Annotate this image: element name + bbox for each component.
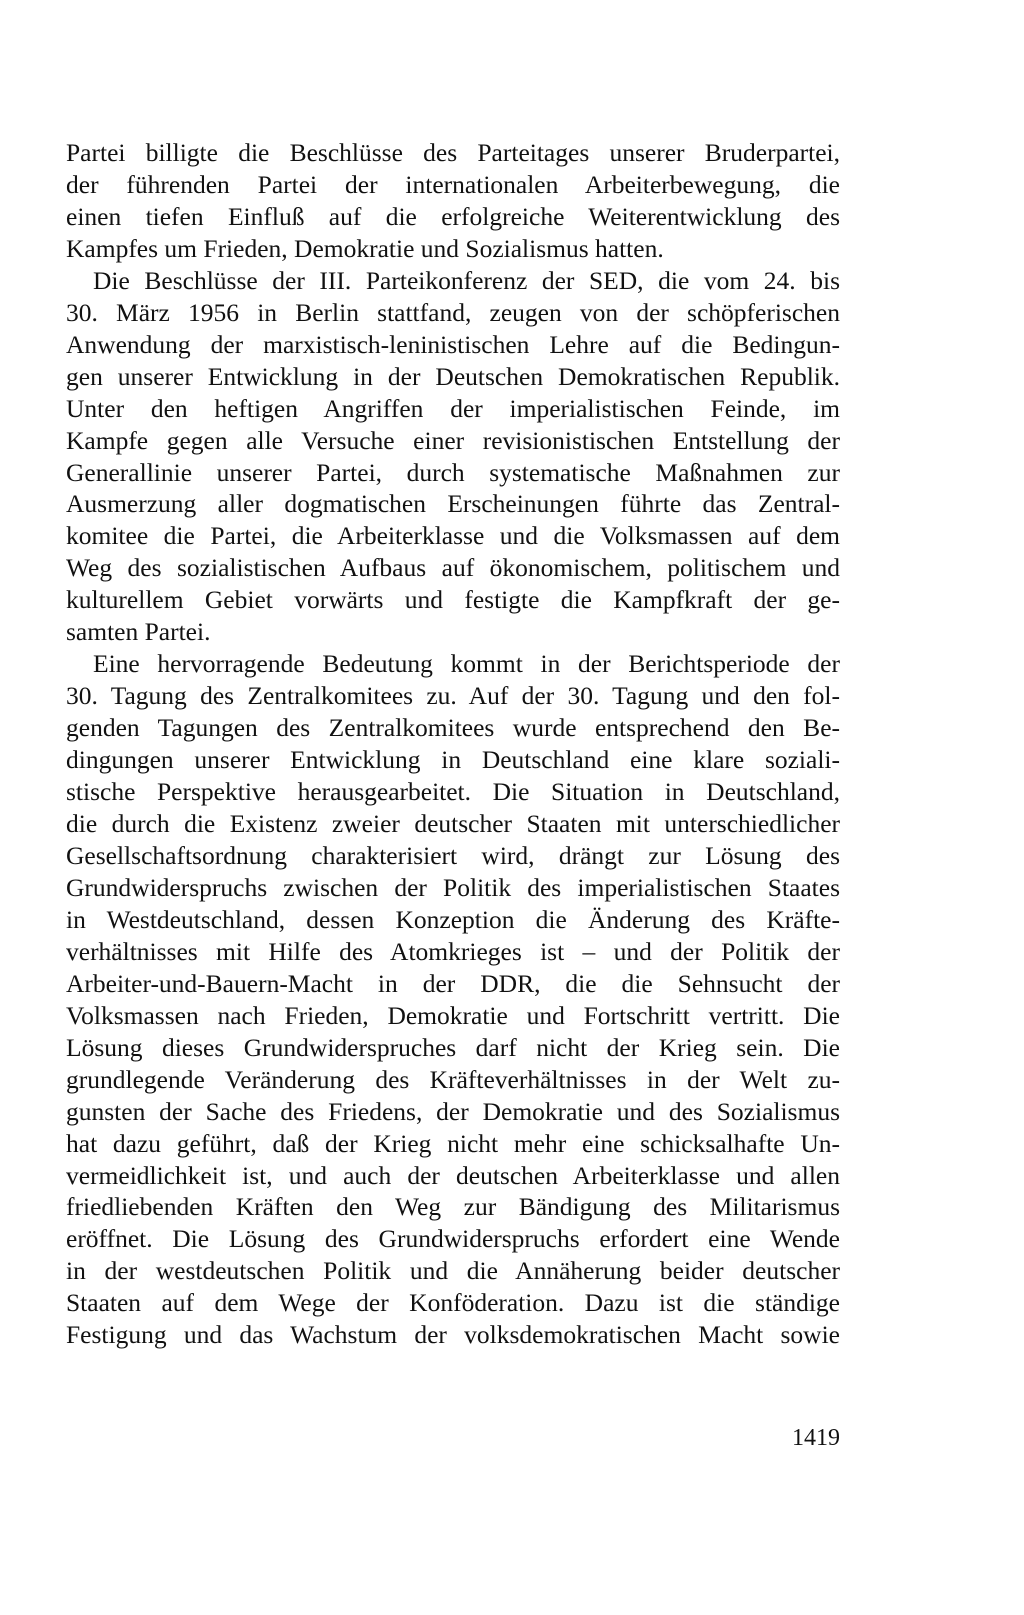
text-line: gunsten der Sache des Friedens, der Demokratie und des Sozialismus: [66, 1096, 840, 1126]
text-line: der führenden Partei der internationalen Arbeiterbewegung, die: [66, 169, 840, 199]
text-line: verhältnisses mit Hilfe des Atomkrieges ist – und der Politik der: [66, 936, 840, 966]
text-line: vermeidlichkeit ist, und auch der deutschen Arbeiterklasse und allen: [66, 1160, 840, 1190]
text-line: Weg des sozialistischen Aufbaus auf ökonomischem, politischem und: [66, 553, 840, 583]
text-line: Gesellschaftsordnung charakterisiert wird, drängt zur Lösung des: [66, 840, 840, 870]
text-line: die durch die Existenz zweier deutscher Staaten mit unterschiedlicher: [66, 809, 840, 839]
text-line: einen tiefen Einfluß auf die erfolgreiche Weiterentwicklung des: [66, 201, 840, 231]
text-line: Staaten auf dem Wege der Konföderation. Dazu ist die ständige: [66, 1288, 840, 1318]
text-line: 30. März 1956 in Berlin stattfand, zeugen von der schöpferischen: [66, 297, 840, 327]
text-line: 30. Tagung des Zentralkomitees zu. Auf der 30. Tagung und den fol-: [66, 681, 840, 711]
text-line: Kampfe gegen alle Versuche einer revisionistischen Entstellung der: [66, 425, 840, 455]
page-number: 1419: [792, 1425, 840, 1451]
text-line: Eine hervorragende Bedeutung kommt in der Berichtsperiode der: [93, 649, 840, 679]
text-line: in der westdeutschen Politik und die Annäherung beider deutscher: [66, 1256, 840, 1286]
text-line: Unter den heftigen Angriffen der imperialistischen Feinde, im: [66, 393, 840, 423]
text-line: komitee die Partei, die Arbeiterklasse und die Volksmassen auf dem: [66, 521, 840, 551]
text-line: grundlegende Veränderung des Kräfteverhältnisses in der Welt zu-: [66, 1064, 840, 1094]
text-line: genden Tagungen des Zentralkomitees wurde entsprechend den Be-: [66, 713, 840, 743]
text-line: Festigung und das Wachstum der volksdemokratischen Macht sowie: [66, 1320, 840, 1350]
body-text: [66, 137, 840, 1351]
text-line: in Westdeutschland, dessen Konzeption die Änderung des Kräfte-: [66, 904, 840, 934]
text-line: kulturellem Gebiet vorwärts und festigte die Kampfkraft der ge-: [66, 585, 840, 615]
text-line: Partei billigte die Beschlüsse des Parteitages unserer Bruderpartei,: [66, 138, 840, 167]
text-line: Die Beschlüsse der III. Parteikonferenz der SED, die vom 24. bis: [93, 265, 840, 295]
text-line: stische Perspektive herausgearbeitet. Die Situation in Deutschland,: [66, 777, 840, 807]
text-line: dingungen unserer Entwicklung in Deutschland eine klare soziali-: [66, 745, 840, 775]
text-line: hat dazu geführt, daß der Krieg nicht mehr eine schicksalhafte Un-: [66, 1128, 840, 1158]
text-line: Lösung dieses Grundwiderspruches darf nicht der Krieg sein. Die: [66, 1032, 840, 1062]
text-line: Anwendung der marxistisch-leninistischen Lehre auf die Bedingun-: [66, 329, 840, 359]
text-line: friedliebenden Kräften den Weg zur Bändigung des Militarismus: [66, 1192, 840, 1222]
text-line: Ausmerzung aller dogmatischen Erscheinungen führte das Zentral-: [66, 489, 840, 519]
text-line: samten Partei.: [66, 617, 211, 647]
text-line: eröffnet. Die Lösung des Grundwiderspruchs erfordert eine Wende: [66, 1224, 840, 1254]
text-line: Grundwiderspruchs zwischen der Politik des imperialistischen Staates: [66, 872, 840, 902]
text-line: gen unserer Entwicklung in der Deutschen Demokratischen Republik.: [66, 361, 840, 391]
text-line: Volksmassen nach Frieden, Demokratie und Fortschritt vertritt. Die: [66, 1000, 840, 1030]
text-line: Arbeiter-und-Bauern-Macht in der DDR, die die Sehnsucht der: [66, 968, 840, 998]
text-line: Generallinie unserer Partei, durch systematische Maßnahmen zur: [66, 457, 840, 487]
text-line: Kampfes um Frieden, Demokratie und Sozialismus hatten.: [66, 233, 664, 263]
